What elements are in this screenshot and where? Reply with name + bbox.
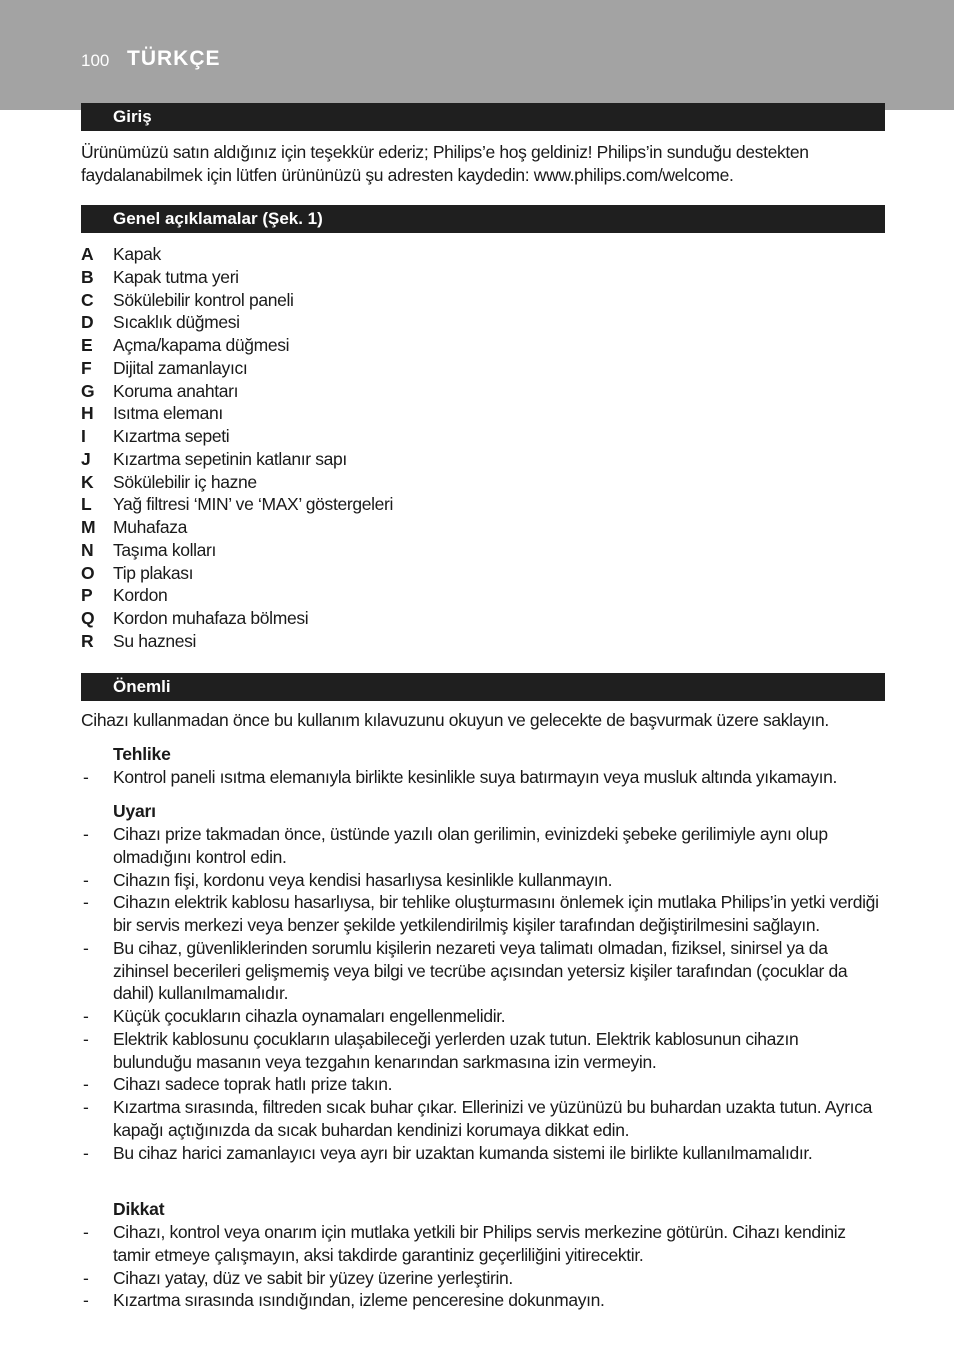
component-label: Tip plakası xyxy=(113,562,194,583)
component-letter: R xyxy=(81,630,94,651)
component-letter: A xyxy=(81,244,94,264)
component-label: Kapak tutma yeri xyxy=(113,266,239,287)
component-letter: B xyxy=(81,266,94,287)
component-label: Yağ filtresi ‘MIN’ ve ‘MAX’ göstergeleri xyxy=(113,494,394,515)
component-label: Muhafaza xyxy=(113,517,188,537)
list-item-text: Kontrol paneli ısıtma elemanıyla birlikte kesinlikle suya batırmayın veya musluk altında yıkamayın. xyxy=(113,767,838,787)
bullet-dash: - xyxy=(83,1097,89,1117)
component-item xyxy=(81,607,881,630)
list-item-text: Bu cihaz harici zamanlayıcı veya ayrı bir uzaktan kumanda sistemi ile birlikte kullanılmamalıdır. xyxy=(113,1142,813,1163)
component-item xyxy=(81,334,881,357)
component-letter: I xyxy=(81,426,86,446)
intro-paragraph: Ürünümüzü satın aldığınız için teşekkür ederiz; Philips’e hoş geldiniz! Philips’in sunduğu destekten faydalanabilmek için lütfen ürününüzü şu adresten kaydedin: www.philips.com/welcome. xyxy=(81,142,809,185)
list-item xyxy=(81,1028,881,1074)
bullet-dash: - xyxy=(83,1028,89,1049)
component-label: Sökülebilir kontrol paneli xyxy=(113,289,294,310)
caution-list xyxy=(81,1221,881,1312)
component-label: Kordon muhafaza bölmesi xyxy=(113,608,309,628)
component-item xyxy=(81,493,881,516)
component-item xyxy=(81,630,881,653)
component-item xyxy=(81,448,881,471)
bullet-dash: - xyxy=(83,767,89,787)
component-letter: L xyxy=(81,494,92,515)
component-item xyxy=(81,380,881,403)
list-item-text: Cihazın fişi, kordonu veya kendisi hasarlıysa kesinlikle kullanmayın. xyxy=(113,869,613,890)
list-item xyxy=(81,891,881,937)
component-item xyxy=(81,357,881,380)
component-letter: P xyxy=(81,585,93,606)
bullet-dash: - xyxy=(83,1142,89,1163)
list-item xyxy=(81,869,881,892)
bullet-dash: - xyxy=(83,1074,89,1095)
component-label: Koruma anahtarı xyxy=(113,380,239,401)
list-item xyxy=(81,937,881,1005)
component-item xyxy=(81,562,881,585)
component-letter: K xyxy=(81,471,94,492)
component-letter: J xyxy=(81,448,91,469)
language-title: TÜRKÇE xyxy=(127,47,221,70)
component-letter: M xyxy=(81,517,96,537)
component-item xyxy=(81,311,881,334)
component-item xyxy=(81,471,881,494)
list-item xyxy=(81,1096,881,1142)
component-label: Kapak xyxy=(113,244,161,264)
list-item-text: Cihazı yatay, düz ve sabit bir yüzey üzerine yerleştirin. xyxy=(113,1267,513,1288)
important-intro: Cihazı kullanmadan önce bu kullanım kılavuzunu okuyun ve gelecekte de başvurmak üzere saklayın. xyxy=(81,710,829,730)
list-item-text: Kızartma sırasında ısındığından, izleme penceresine dokunmayın. xyxy=(113,1290,605,1311)
component-letter: Q xyxy=(81,608,95,628)
list-item xyxy=(81,766,881,789)
danger-heading: Tehlike xyxy=(113,744,171,764)
component-label: Kızartma sepetinin katlanır sapı xyxy=(113,448,347,469)
component-letter: H xyxy=(81,403,94,424)
component-letter: E xyxy=(81,335,93,355)
list-item-text: Elektrik kablosunu çocukların ulaşabileceği yerlerden uzak tutun. Elektrik kablosunun cihazın bulunduğu masanın veya tezgahın kenarından sarkmasına izin vermeyin. xyxy=(113,1028,799,1072)
list-item xyxy=(81,1005,881,1028)
component-letter: F xyxy=(81,357,92,378)
component-item xyxy=(81,402,881,425)
component-label: Dijital zamanlayıcı xyxy=(113,357,248,378)
section-header-general: Genel açıklamalar (Şek. 1) xyxy=(81,205,885,233)
component-label: Sıcaklık düğmesi xyxy=(113,312,240,333)
list-item-text: Cihazı sadece toprak hatlı prize takın. xyxy=(113,1074,393,1095)
list-item-text: Cihazı prize takmadan önce, üstünde yazılı olan gerilimin, evinizdeki şebeke gerilimiyle aynı olup olmadığını kontrol edin. xyxy=(113,824,828,867)
list-item xyxy=(81,1267,881,1290)
bullet-dash: - xyxy=(83,1006,89,1026)
bullet-dash: - xyxy=(83,824,89,844)
list-item xyxy=(81,1073,881,1096)
components-list xyxy=(81,243,881,653)
component-letter: N xyxy=(81,539,94,560)
warning-heading: Uyarı xyxy=(113,801,156,821)
list-item-text: Cihazın elektrik kablosu hasarlıysa, bir tehlike oluşturmasını önlemek için mutlaka Philips’in yetki verdiği bir servis merkezi veya benzer şekilde yetkilendirilmiş kişiler tarafından değiştirilmesini sağlayın. xyxy=(113,892,879,935)
component-label: Su haznesi xyxy=(113,630,197,651)
bullet-dash: - xyxy=(83,892,89,913)
component-letter: O xyxy=(81,562,95,583)
danger-list xyxy=(81,766,881,789)
component-label: Açma/kapama düğmesi xyxy=(113,335,290,355)
component-item xyxy=(81,584,881,607)
component-label: Kızartma sepeti xyxy=(113,426,230,446)
list-item-text: Küçük çocukların cihazla oynamaları engellenmelidir. xyxy=(113,1006,506,1026)
component-label: Taşıma kolları xyxy=(113,539,217,560)
component-item xyxy=(81,289,881,312)
component-label: Isıtma elemanı xyxy=(113,403,223,424)
component-item xyxy=(81,539,881,562)
page-header xyxy=(0,0,954,110)
list-item xyxy=(81,823,881,869)
bullet-dash: - xyxy=(83,1290,89,1311)
list-item xyxy=(81,1221,881,1267)
component-item xyxy=(81,516,881,539)
component-item xyxy=(81,243,881,266)
caution-heading: Dikkat xyxy=(113,1199,165,1219)
component-letter: C xyxy=(81,289,94,310)
component-item xyxy=(81,266,881,289)
list-item xyxy=(81,1289,881,1312)
bullet-dash: - xyxy=(83,1267,89,1288)
list-item-text: Kızartma sırasında, filtreden sıcak buhar çıkar. Ellerinizi ve yüzünüzü bu buhardan uzakta tutun. Ayrıca kapağı açtığınızda da sıcak buhardan kendinizi korumaya dikkat edin. xyxy=(113,1097,872,1140)
bullet-dash: - xyxy=(83,937,89,958)
list-item-text: Cihazı, kontrol veya onarım için mutlaka yetkili bir Philips servis merkezine götürün. Cihazı kendiniz tamir etmeye çalışmayın, aksi takdirde garantiniz geçerliliğini yitirecektir. xyxy=(113,1222,846,1265)
page-number: 100 xyxy=(81,51,110,70)
section-header-important: Önemli xyxy=(81,673,885,701)
bullet-dash: - xyxy=(83,1222,89,1242)
section-header-intro: Giriş xyxy=(81,103,885,131)
component-letter: D xyxy=(81,312,94,333)
component-item xyxy=(81,425,881,448)
component-label: Sökülebilir iç hazne xyxy=(113,471,257,492)
component-label: Kordon xyxy=(113,585,168,606)
component-letter: G xyxy=(81,380,95,401)
bullet-dash: - xyxy=(83,869,89,890)
list-item xyxy=(81,1142,881,1165)
list-item-text: Bu cihaz, güvenliklerinden sorumlu kişilerin nezareti veya talimatı olmadan, fiziksel, sinirsel ya da zihinsel becerileri gelişmemiş veya bilgi ve tecrübe açısından yetersiz kişiler tarafından (çocuklar da dahil) kullanılmamalıdır. xyxy=(113,937,848,1004)
warning-list xyxy=(81,823,881,1164)
